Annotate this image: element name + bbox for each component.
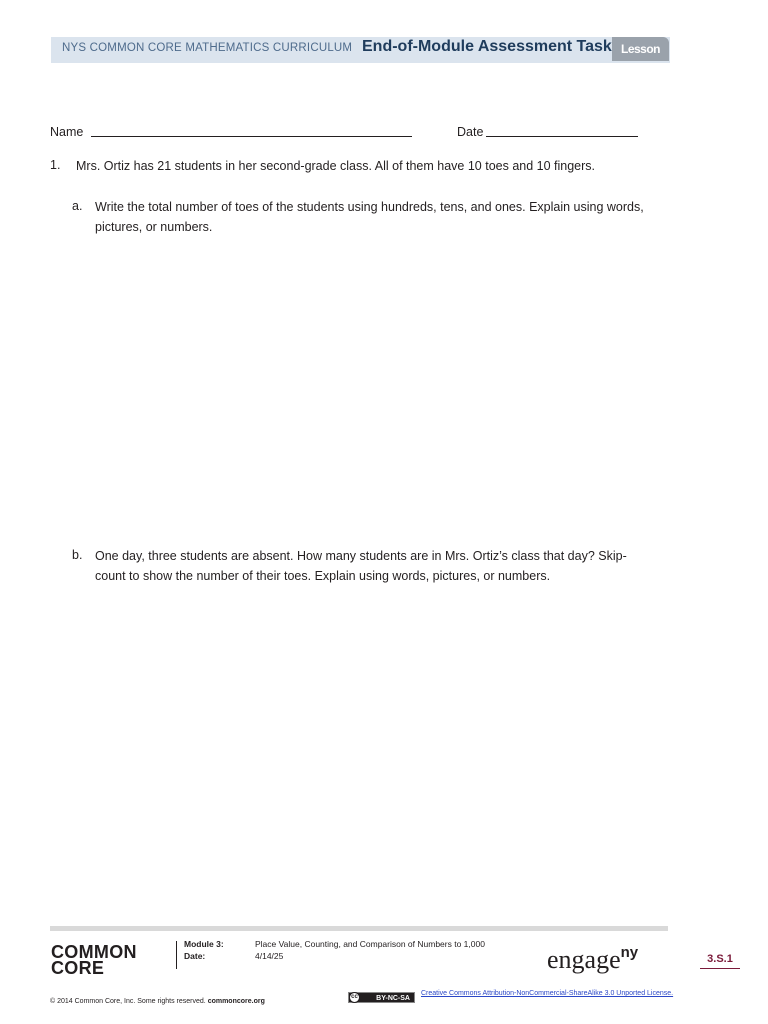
copyright-text — [50, 998, 265, 1005]
assessment-title: End-of-Module Assessment Task — [362, 38, 612, 55]
copyright-notice: © 2014 Common Core, Inc. Some rights reserved. — [50, 998, 206, 1005]
footer-rule — [50, 926, 668, 931]
footer-date-label: Date: — [184, 951, 206, 961]
date-label: Date — [457, 125, 484, 139]
logo-line-1: COMMON — [51, 942, 137, 962]
common-core-logo — [51, 944, 137, 976]
license-link[interactable]: Creative Commons Attribution-NonCommercial-ShareAlike 3.0 Unported License. — [421, 990, 674, 997]
part-b-answer-area[interactable] — [95, 595, 670, 915]
footer-divider — [176, 941, 177, 969]
name-field[interactable] — [91, 136, 412, 137]
cc-icon: cc — [349, 992, 360, 1003]
curriculum-title: NYS COMMON CORE MATHEMATICS CURRICULUM — [62, 42, 353, 54]
engage-text: engage — [547, 945, 621, 974]
cc-license-badge[interactable]: BY-NC-SA — [348, 992, 415, 1003]
page-number: 3.S.1 — [700, 953, 740, 969]
lesson-badge: Lesson — [612, 37, 669, 61]
logo-line-2: CORE — [51, 958, 105, 978]
copyright-site[interactable]: commoncore.org — [207, 998, 265, 1005]
engage-ny-logo — [547, 944, 638, 975]
part-a-text: Write the total number of toes of the students using hundreds, tens, and ones. Explain using words, pictures, or numbers. — [95, 200, 644, 234]
module-label: Module 3: — [184, 939, 224, 949]
part-b-text: One day, three students are absent. How many students are in Mrs. Ortiz’s class that day? Skip-count to show the number of their toes. Explain using words, pictures, or numbers. — [95, 549, 627, 583]
name-label: Name — [50, 125, 84, 139]
footer-date-value: 4/14/25 — [255, 951, 284, 961]
question-text: Mrs. Ortiz has 21 students in her second-grade class. All of them have 10 toes and 10 fingers. — [76, 159, 596, 173]
part-a-answer-area[interactable] — [95, 245, 670, 530]
question-number: 1. — [50, 158, 61, 172]
date-field[interactable] — [486, 136, 638, 137]
part-b-label: b. — [72, 548, 83, 562]
part-a-label: a. — [72, 199, 83, 213]
ny-text: ny — [620, 944, 639, 961]
module-value: Place Value, Counting, and Comparison of Numbers to 1,000 — [255, 939, 485, 949]
